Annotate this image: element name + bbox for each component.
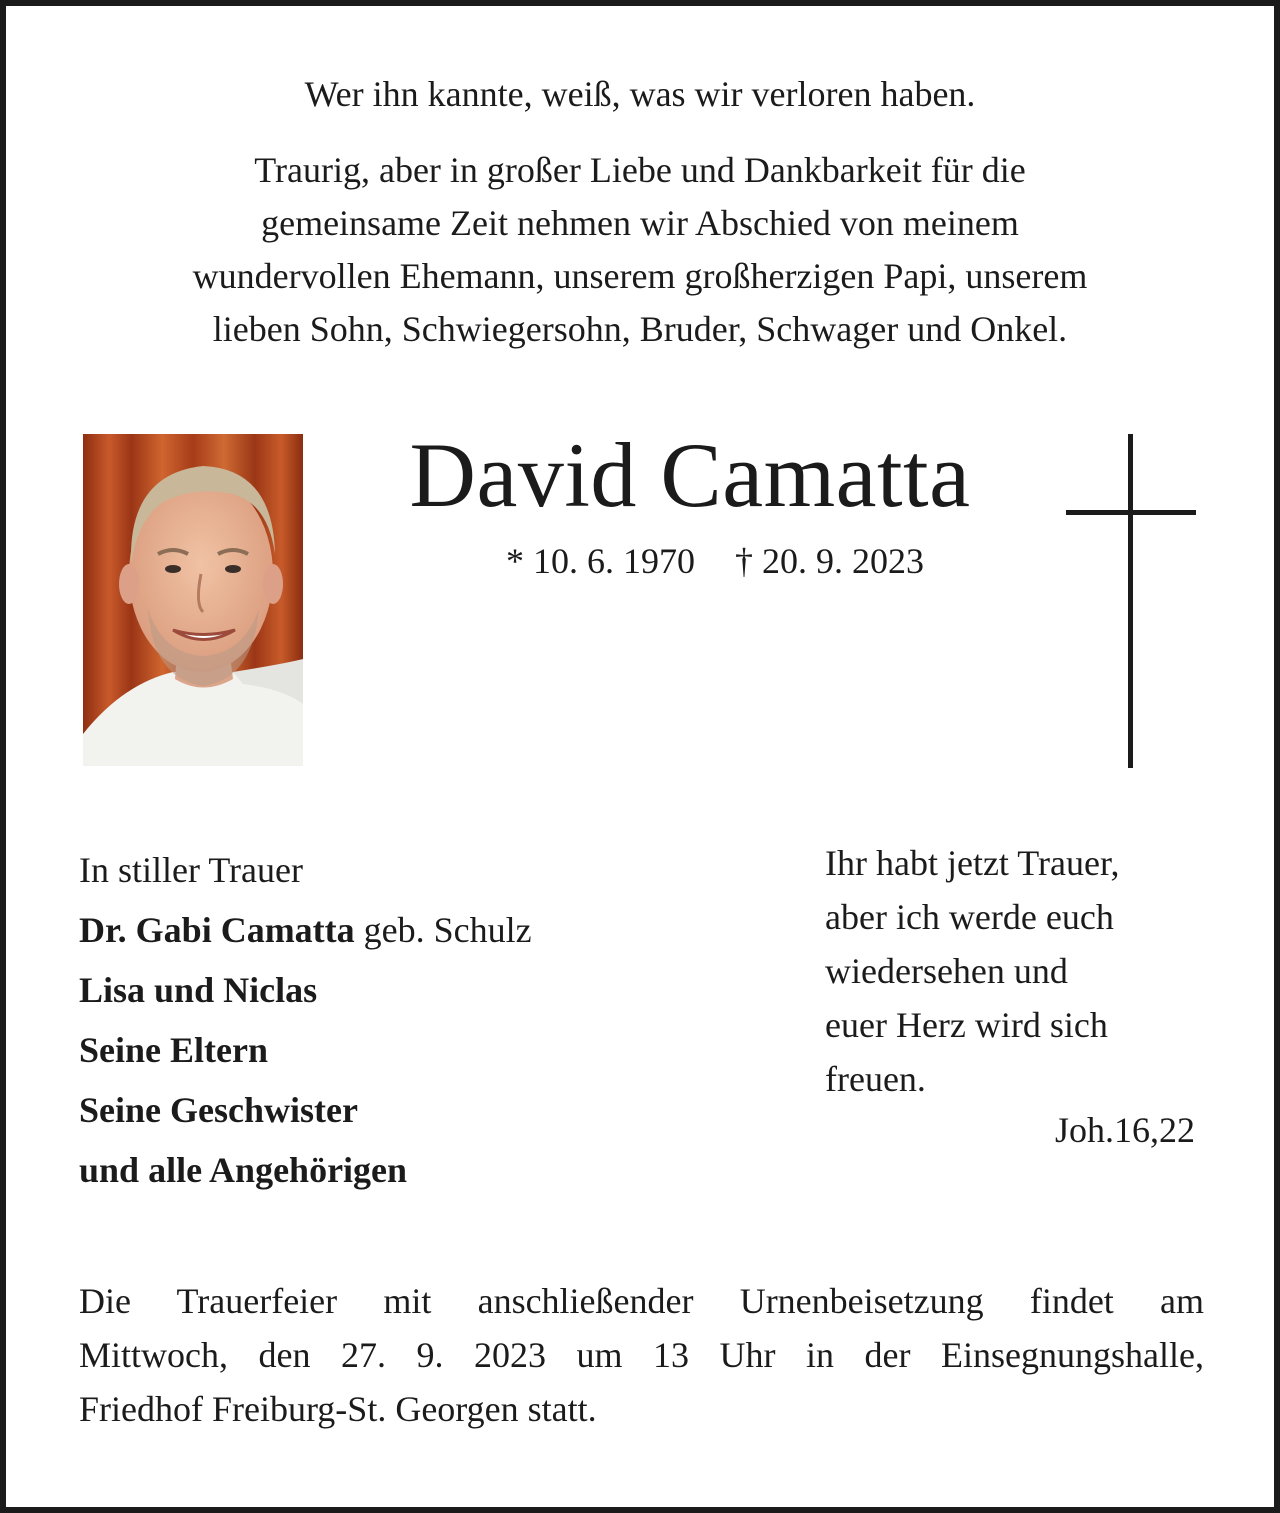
mourner-line: Seine Geschwister — [79, 1090, 358, 1130]
verse-line: aber ich werde euch — [825, 897, 1114, 937]
lead-line: Traurig, aber in großer Liebe und Dankbarkeit für die — [254, 150, 1026, 190]
mourner-spouse — [79, 900, 779, 960]
verse-line: euer Herz wird sich — [825, 1005, 1108, 1045]
notice-line: Die Trauerfeier mit anschließender Urnenbeisetzung findet am — [79, 1281, 1204, 1321]
lead-line: lieben Sohn, Schwiegersohn, Bruder, Schwager und Onkel. — [212, 309, 1068, 349]
verse-reference: Joh.16,22 — [1054, 1110, 1195, 1150]
notice-line: Friedhof Freiburg-St. Georgen statt. — [79, 1389, 597, 1429]
verse-line: freuen. — [825, 1059, 926, 1099]
lead-line: gemeinsame Zeit nehmen wir Abschied von meinem — [261, 203, 1019, 243]
bible-verse — [825, 836, 1205, 1106]
portrait-illustration — [83, 434, 303, 766]
cross-icon — [1060, 434, 1200, 768]
mourner-line: und alle Angehörigen — [79, 1150, 408, 1190]
deceased-name: David Camatta — [409, 424, 971, 526]
notice-line: Mittwoch, den 27. 9. 2023 um 13 Uhr in der Einsegnungshalle, — [79, 1335, 1204, 1375]
birth-date: * 10. 6. 1970 — [506, 541, 695, 581]
mourner-line: Seine Eltern — [79, 1030, 268, 1070]
life-dates — [320, 538, 1110, 584]
death-date: † 20. 9. 2023 — [735, 541, 924, 581]
portrait-photo — [83, 434, 303, 766]
funeral-notice — [79, 1274, 1204, 1436]
mourners-heading: In stiller Trauer — [79, 850, 303, 890]
verse-line: Ihr habt jetzt Trauer, — [825, 843, 1120, 883]
verse-line: wiedersehen und — [825, 951, 1068, 991]
intro-quote: Wer ihn kannte, weiß, was wir verloren haben. — [304, 74, 976, 114]
lead-paragraph — [40, 144, 1240, 356]
lead-line: wundervollen Ehemann, unserem großherzigen Papi, unserem — [192, 256, 1088, 296]
spouse-name: Dr. Gabi Camatta — [79, 910, 355, 950]
mourner-line: Lisa und Niclas — [79, 970, 318, 1010]
mourners-list — [79, 840, 779, 1200]
spouse-maiden-name: geb. Schulz — [354, 910, 532, 950]
